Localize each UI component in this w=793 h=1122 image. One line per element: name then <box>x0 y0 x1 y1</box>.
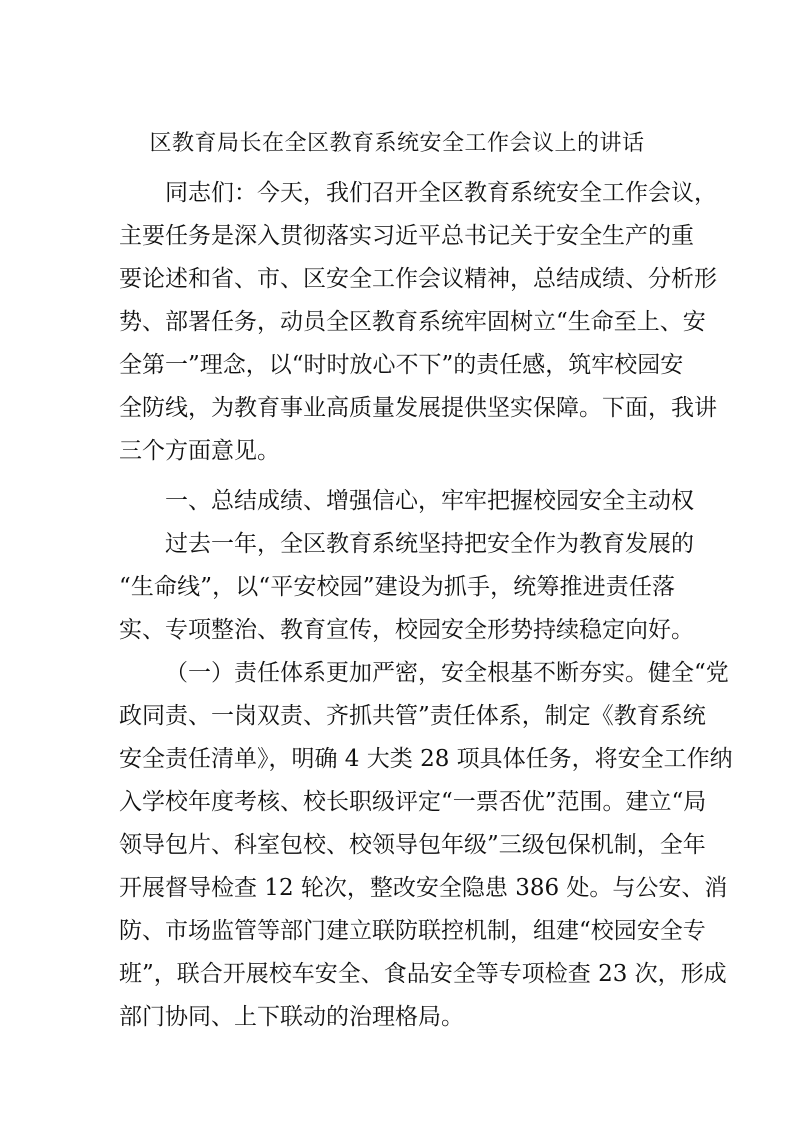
paragraph-line: 入学校年度考核、校长职级评定“一票否优”范围。建立“局 <box>119 789 707 815</box>
paragraph-line: 要论述和省、市、区安全工作会议精神，总结成绩、分析形 <box>119 266 717 292</box>
paragraph-line: “生命线”，以“平安校园”建设为抓手，统筹推进责任落 <box>119 574 675 600</box>
paragraph-line: 全第一”理念，以“时时放心不下”的责任感，筑牢校园安 <box>119 352 684 378</box>
paragraph-line: 部门协同、上下联动的治理格局。 <box>119 1004 464 1030</box>
document-title: 区教育局长在全区教育系统安全工作会议上的讲话 <box>149 131 645 156</box>
paragraph-line: （一）责任体系更加严密，安全根基不断夯实。健全“党 <box>165 660 729 686</box>
paragraph-line: 政同责、一岗双责、齐抓共管”责任体系，制定《教育系统 <box>119 703 706 729</box>
paragraph-line: 全防线，为教育事业高质量发展提供坚实保障。下面，我讲 <box>119 395 717 421</box>
paragraph-line: 过去一年，全区教育系统坚持把安全作为教育发展的 <box>165 531 694 557</box>
paragraph-line: 同志们：今天，我们召开全区教育系统安全工作会议， <box>165 180 717 206</box>
paragraph-line: 安全责任清单》，明确 4 大类 28 项具体任务，将安全工作纳 <box>119 746 733 772</box>
paragraph-line: 领导包片、科室包校、校领导包年级”三级包保机制，全年 <box>119 832 706 858</box>
paragraph-line: 班”，联合开展校车安全、食品安全等专项检查 23 次，形成 <box>119 961 727 987</box>
paragraph-line: 三个方面意见。 <box>119 438 280 464</box>
paragraph-line: 开展督导检查 12 轮次，整改安全隐患 386 处。与公安、消 <box>119 875 728 901</box>
paragraph-line: 实、专项整治、教育宣传，校园安全形势持续稳定向好。 <box>119 617 694 643</box>
paragraph-line: 防、市场监管等部门建立联防联控机制，组建“校园安全专 <box>119 918 706 944</box>
paragraph-line: 势、部署任务，动员全区教育系统牢固树立“生命至上、安 <box>119 309 706 335</box>
section-heading: 一、总结成绩、增强信心，牢牢把握校园安全主动权 <box>165 488 694 514</box>
paragraph-line: 主要任务是深入贯彻落实习近平总书记关于安全生产的重 <box>119 223 694 249</box>
